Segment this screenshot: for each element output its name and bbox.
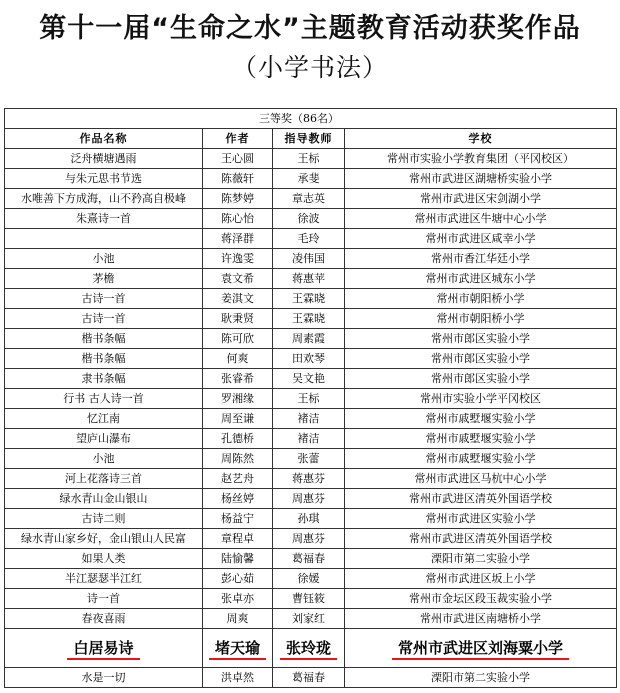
cell-school: 常州市武进区马杭中心小学 (345, 469, 617, 489)
cell-work: 河上花落诗三首 (5, 469, 203, 489)
table-row (5, 409, 617, 429)
column-header-author: 作者 (203, 129, 273, 149)
cell-work: 古诗一首 (5, 289, 203, 309)
cell-work: 泛舟横塘遇雨 (5, 149, 203, 169)
cell-author: 章程卓 (203, 529, 273, 549)
cell-school: 常州市武进区宋剑湖小学 (345, 189, 617, 209)
cell-work: 楷书条幅 (5, 349, 203, 369)
page-title: 第十一届“生命之水”主题教育活动获奖作品 (39, 13, 581, 44)
table-row (5, 549, 617, 569)
table-row (5, 509, 617, 529)
cell-teacher: 承斐 (273, 169, 345, 189)
cell-school: 常州市戚墅堰实验小学 (345, 449, 617, 469)
cell-author: 周至谦 (203, 409, 273, 429)
highlight-text-teacher: 张玲珑 (280, 638, 337, 660)
cell-work: 小池 (5, 249, 203, 269)
cell-work: 诗一首 (5, 589, 203, 609)
cell-school: 常州市香江华廷小学 (345, 249, 617, 269)
cell-work: 茅檐 (5, 269, 203, 289)
cell-teacher (273, 629, 345, 668)
cell-author: 王心圆 (203, 149, 273, 169)
cell-author: 张卓亦 (203, 589, 273, 609)
cell-school: 常州市武进区南塘桥小学 (345, 609, 617, 629)
cell-author: 罗湘缘 (203, 389, 273, 409)
table-row (5, 269, 617, 289)
table-row (5, 249, 617, 269)
column-header-work: 作品名称 (5, 129, 203, 149)
cell-school: 常州市郎区实验小学 (345, 329, 617, 349)
cell-school: 常州市武进区坂上小学 (345, 569, 617, 589)
table-row (5, 329, 617, 349)
cell-author: 周爽 (203, 609, 273, 629)
page-subtitle: （小学书法） (231, 53, 388, 82)
cell-teacher: 凌伟国 (273, 249, 345, 269)
table-row (5, 529, 617, 549)
award-level-row (5, 109, 617, 129)
cell-work: 半江瑟瑟半江红 (5, 569, 203, 589)
cell-teacher: 刘家红 (273, 609, 345, 629)
cell-author: 孔德桥 (203, 429, 273, 449)
awards-table (4, 108, 617, 688)
cell-author: 许逸雯 (203, 249, 273, 269)
cell-work (5, 629, 203, 668)
cell-teacher: 王霖晓 (273, 289, 345, 309)
table-header-row (5, 129, 617, 149)
cell-teacher: 蒋惠芬 (273, 469, 345, 489)
table-row (5, 609, 617, 629)
cell-teacher: 章志英 (273, 189, 345, 209)
award-level-label: 三等奖（86名） (5, 109, 617, 129)
cell-teacher: 周惠芬 (273, 529, 345, 549)
cell-author: 陆愉馨 (203, 549, 273, 569)
cell-teacher: 周素霞 (273, 329, 345, 349)
cell-work: 行书 古人诗一首 (5, 389, 203, 409)
table-row (5, 309, 617, 329)
cell-author: 袁文希 (203, 269, 273, 289)
cell-school: 溧阳市第二实验小学 (345, 549, 617, 569)
table-row (5, 169, 617, 189)
table-row (5, 489, 617, 509)
cell-author: 陈梦婷 (203, 189, 273, 209)
cell-teacher: 孙琪 (273, 509, 345, 529)
cell-school: 常州市郎区实验小学 (345, 369, 617, 389)
cell-work: 绿水青山家乡好，金山银山人民富 (5, 529, 203, 549)
table-row (5, 449, 617, 469)
cell-school: 常州市金坛区段玉裁实验小学 (345, 589, 617, 609)
cell-author: 张睿希 (203, 369, 273, 389)
table-row (5, 469, 617, 489)
cell-school: 常州市戚墅堰实验小学 (345, 409, 617, 429)
cell-author: 周陈然 (203, 449, 273, 469)
cell-school: 常州市武进区实验小学 (345, 509, 617, 529)
cell-teacher: 葛福春 (273, 668, 345, 688)
cell-school: 常州市武进区咸幸小学 (345, 229, 617, 249)
cell-work: 朱熹诗一首 (5, 209, 203, 229)
table-row (5, 429, 617, 449)
cell-teacher: 田欢琴 (273, 349, 345, 369)
cell-work: 与朱元思书节选 (5, 169, 203, 189)
table-row (5, 209, 617, 229)
column-header-school: 学校 (345, 129, 617, 149)
cell-school: 常州市武进区清英外国语学校 (345, 489, 617, 509)
table-row (5, 668, 617, 688)
cell-school: 常州市朝阳桥小学 (345, 289, 617, 309)
cell-work: 楷书条幅 (5, 329, 203, 349)
cell-work: 小池 (5, 449, 203, 469)
highlight-text-school: 常州市武进区刘海粟小学 (392, 638, 569, 660)
cell-work: 春夜喜雨 (5, 609, 203, 629)
cell-work: 古诗一首 (5, 309, 203, 329)
cell-school: 常州市武进区城东小学 (345, 269, 617, 289)
cell-teacher: 王标 (273, 389, 345, 409)
cell-teacher: 褚洁 (273, 409, 345, 429)
cell-school: 常州市武进区湖塘桥实验小学 (345, 169, 617, 189)
cell-teacher: 周惠芬 (273, 489, 345, 509)
cell-work: 水是一切 (5, 668, 203, 688)
cell-author: 杨丝婷 (203, 489, 273, 509)
cell-teacher: 张蕾 (273, 449, 345, 469)
cell-teacher: 曹钰筱 (273, 589, 345, 609)
cell-work: 望庐山瀑布 (5, 429, 203, 449)
cell-author: 彭心茹 (203, 569, 273, 589)
table-row (5, 369, 617, 389)
highlight-text-author: 堵天瑜 (209, 638, 266, 660)
table-row (5, 569, 617, 589)
cell-author: 赵艺舟 (203, 469, 273, 489)
cell-author: 耿秉贤 (203, 309, 273, 329)
cell-author: 陈薇轩 (203, 169, 273, 189)
cell-work: 忆江南 (5, 409, 203, 429)
cell-teacher: 蒋惠苹 (273, 269, 345, 289)
cell-author: 杨益宁 (203, 509, 273, 529)
cell-author: 何爽 (203, 349, 273, 369)
table-row (5, 189, 617, 209)
cell-work (5, 229, 203, 249)
cell-teacher: 褚洁 (273, 429, 345, 449)
cell-teacher: 徐波 (273, 209, 345, 229)
cell-school: 常州市武进区清英外国语学校 (345, 529, 617, 549)
cell-teacher: 葛福春 (273, 549, 345, 569)
cell-work: 绿水青山金山银山 (5, 489, 203, 509)
cell-author (203, 629, 273, 668)
cell-author: 洪卓然 (203, 668, 273, 688)
table-row-highlighted (5, 629, 617, 668)
table-row (5, 229, 617, 249)
table-row (5, 389, 617, 409)
table-row (5, 589, 617, 609)
cell-author: 陈心怡 (203, 209, 273, 229)
cell-work: 隶书条幅 (5, 369, 203, 389)
cell-school: 常州市戚墅堰实验小学 (345, 429, 617, 449)
cell-work: 如果人类 (5, 549, 203, 569)
cell-author: 蒋泽群 (203, 229, 273, 249)
cell-school: 常州市朝阳桥小学 (345, 309, 617, 329)
cell-work: 水唯善下方成海，山不矜高自极峰 (5, 189, 203, 209)
cell-author: 陈可欣 (203, 329, 273, 349)
cell-school: 常州市武进区牛塘中心小学 (345, 209, 617, 229)
table-row (5, 349, 617, 369)
cell-teacher: 徐媛 (273, 569, 345, 589)
cell-teacher: 毛玲 (273, 229, 345, 249)
table-row (5, 149, 617, 169)
column-header-teacher: 指导教师 (273, 129, 345, 149)
cell-teacher: 王霖晓 (273, 309, 345, 329)
cell-work: 古诗二则 (5, 509, 203, 529)
cell-author: 姜淇文 (203, 289, 273, 309)
awards-table-body (5, 109, 617, 688)
cell-teacher: 王标 (273, 149, 345, 169)
cell-school: 溧阳市第二实验小学 (345, 668, 617, 688)
cell-school: 常州市郎区实验小学 (345, 349, 617, 369)
cell-school: 常州市实验小学教育集团（平冈校区） (345, 149, 617, 169)
cell-teacher: 吴文艳 (273, 369, 345, 389)
highlight-text-work: 白居易诗 (67, 638, 139, 660)
table-row (5, 289, 617, 309)
cell-school (345, 629, 617, 668)
cell-school: 常州市实验小学平冈校区 (345, 389, 617, 409)
